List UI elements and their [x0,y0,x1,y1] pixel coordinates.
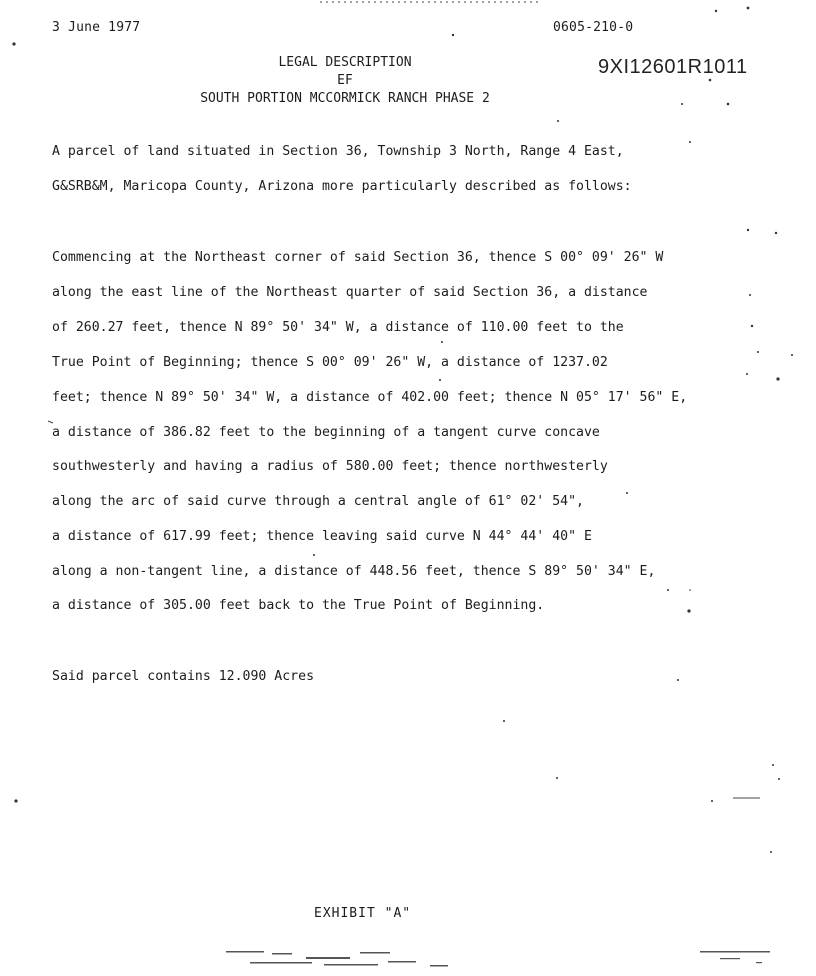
title-line-2: EF [337,73,353,88]
bottom-scan-noise [220,948,780,972]
description-line: southwesterly and having a radius of 580.00 feet; thence northwesterly [52,459,608,474]
description-line: of 260.27 feet, thence N 89° 50' 34" W, a distance of 110.00 feet to the [52,320,624,335]
intro-line-1: A parcel of land situated in Section 36, Township 3 North, Range 4 East, [52,144,624,159]
description-line: along the arc of said curve through a central angle of 61° 02' 54", [52,494,584,509]
title-line-1: LEGAL DESCRIPTION [278,55,412,70]
title-line-3: SOUTH PORTION MCCORMICK RANCH PHASE 2 [200,91,490,106]
description-line: Commencing at the Northeast corner of said Section 36, thence S 00° 09' 26" W [52,250,664,265]
description-line: True Point of Beginning; thence S 00° 09' 26" W, a distance of 1237.02 [52,355,608,370]
document-date: 3 June 1977 [52,20,141,35]
description-line: along a non-tangent line, a distance of 448.56 feet, thence S 89° 50' 34" E, [52,564,656,579]
exhibit-label: EXHIBIT "A" [314,906,412,921]
description-line: feet; thence N 89° 50' 34" W, a distance of 402.00 feet; thence N 05° 17' 56" E, [52,390,688,405]
description-line: a distance of 386.82 feet to the beginning of a tangent curve concave [52,425,600,440]
recording-number: 9XI12601R1011 [598,56,748,78]
description-line: a distance of 305.00 feet back to the True Point of Beginning. [52,598,545,613]
document-number: 0605-210-0 [553,20,634,35]
acreage-statement: Said parcel contains 12.090 Acres [52,669,315,684]
description-line: a distance of 617.99 feet; thence leaving said curve N 44° 44' 40" E [52,529,592,544]
description-line: along the east line of the Northeast quarter of said Section 36, a distance [52,285,648,300]
intro-line-2: G&SRB&M, Maricopa County, Arizona more particularly described as follows: [52,179,632,194]
